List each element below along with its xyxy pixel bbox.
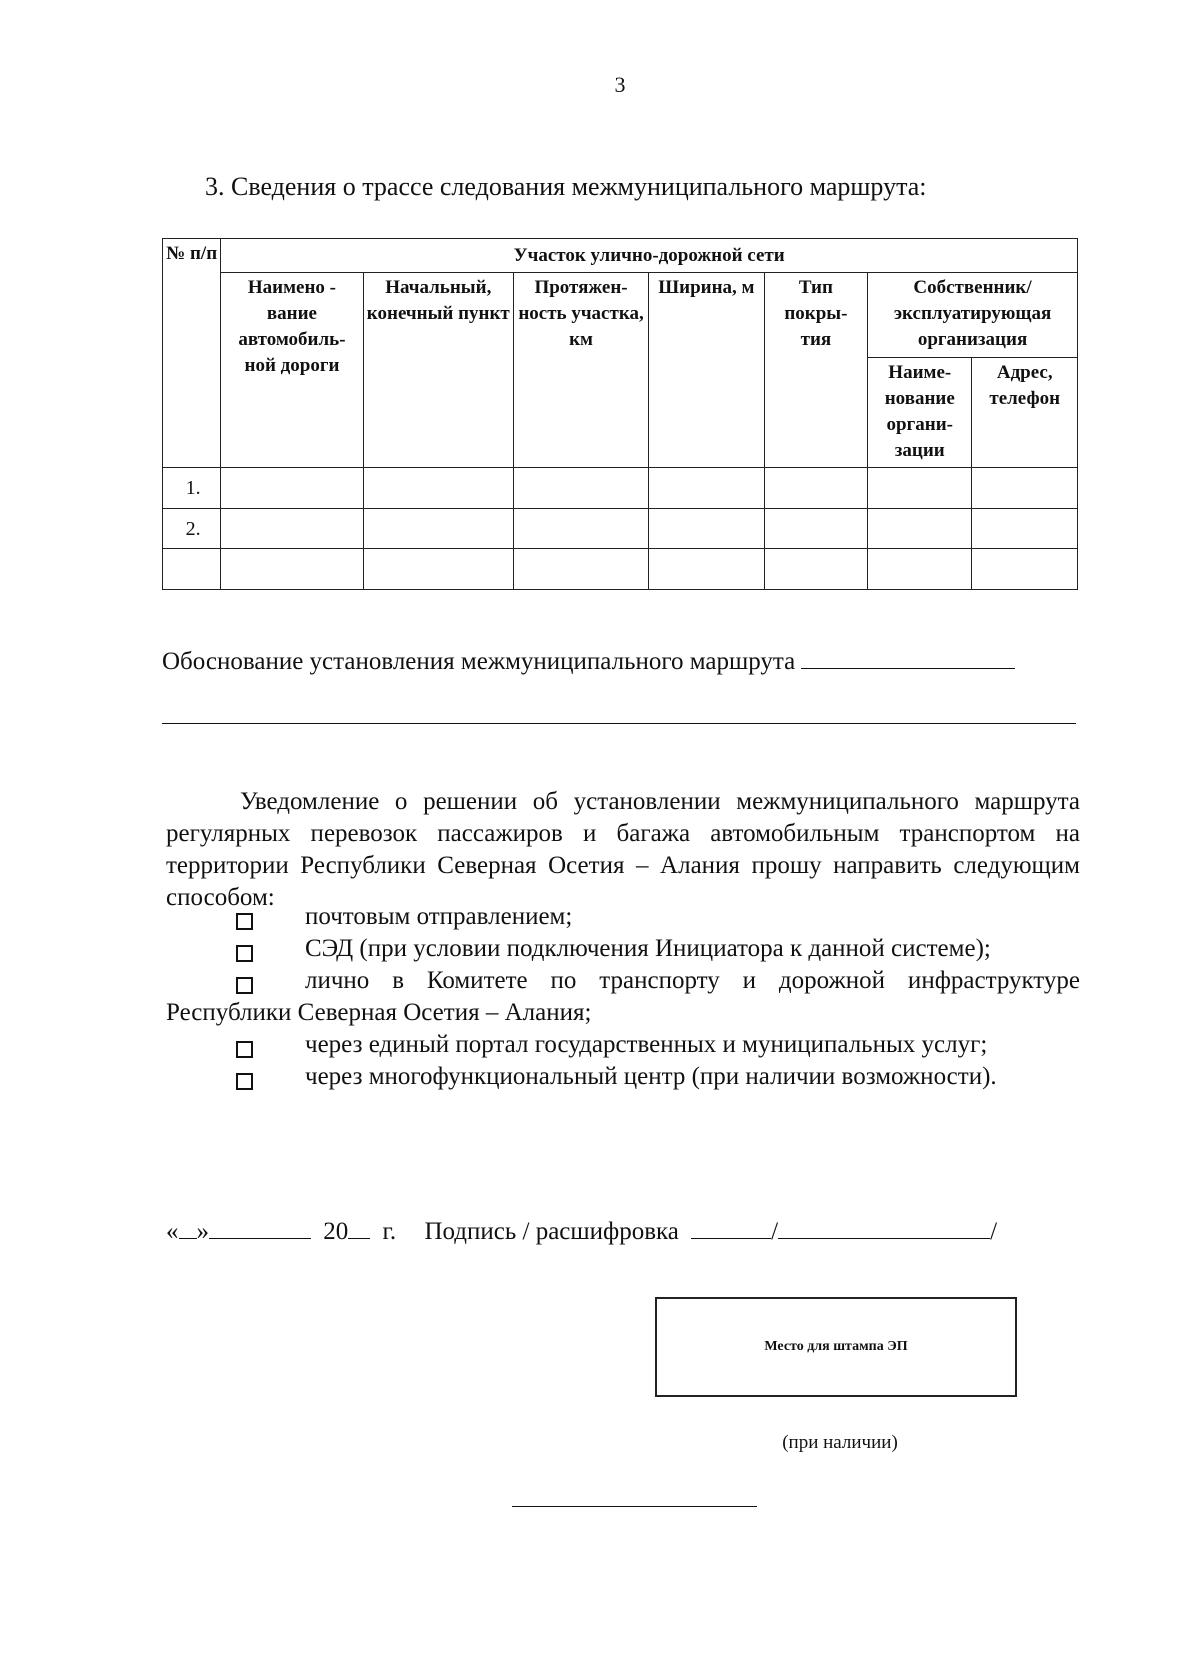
col-width-header: Ширина, м [649,273,765,468]
checkbox-portal[interactable] [236,1041,253,1058]
col-surface-header: Тип покры- тия [764,273,867,468]
row-number: 1. [163,468,221,509]
day-blank[interactable] [179,1237,197,1239]
justification-blank[interactable] [801,667,1015,669]
option-sed-label: СЭД (при условии подключения Инициатора к данной системе); [305,935,991,962]
signature-blank[interactable] [691,1237,771,1239]
table-row [163,468,1078,509]
col-org-name-header: Наиме- нование органи- зации [868,357,972,468]
checkbox-sed[interactable] [236,945,253,962]
notice-text: Уведомление о решении об установлении межмуниципального маршрута регулярных перевозок пассажиров и багажа автомобильным транспортом на территории Республики Северная Осетия – Алания прошу направить следующим способом: [166,788,1080,911]
col-address-header: Адрес, телефон [972,357,1078,468]
checkbox-mail[interactable] [236,913,253,930]
justification-line [162,648,1015,676]
stamp-label: Место для штампа ЭП [764,1339,908,1354]
option-mail-label: почтовым отправлением; [305,903,573,930]
justification-label: Обоснование установления межмуниципального маршрута [162,648,796,675]
road-network-group-header: Участок улично-дорожной сети [221,239,1078,273]
row-number: 2. [163,508,221,549]
slash-2: / [990,1218,998,1245]
option-portal-label: через единый портал государственных и муниципальных услуг; [305,1031,988,1058]
col-length-header: Протяжен- ность участка, км [514,273,649,468]
notice-paragraph [166,786,1080,914]
quote-open: « [166,1218,179,1245]
route-table [162,238,1078,590]
option-mfc-label: через многофункциональный центр (при наличии возможности). [305,1063,997,1090]
col-road-name-header: Наимено - вание автомобиль- ной дороги [221,273,363,468]
col-owner-header: Собственник/ эксплуатирующая организация [868,273,1078,357]
year-suffix: г. [382,1218,397,1245]
col-points-header: Начальный, конечный пункт [363,273,513,468]
slash-1: / [771,1218,779,1245]
stamp-note: (при наличии) [782,1432,898,1453]
year-prefix: 20 [323,1218,349,1245]
section-title: 3. Сведения о трассе следования межмуниципального маршрута: [205,172,927,201]
quote-close: » [196,1218,209,1245]
justification-blank-line[interactable] [162,723,1076,724]
page-number: 3 [614,72,626,97]
option-in-person-cont: Республики Северная Осетия – Алания; [166,999,592,1026]
option-in-person-label: лично в Комитете по транспорту и дорожной инфраструктуре [305,967,1080,994]
transcript-blank[interactable] [778,1237,990,1239]
checkbox-in-person[interactable] [236,977,253,994]
checkbox-mfc[interactable] [236,1073,253,1090]
table-row [163,549,1078,590]
row-number [163,549,221,590]
month-blank[interactable] [209,1237,311,1239]
bottom-divider [512,1506,757,1507]
table-row [163,508,1078,549]
signature-label: Подпись / расшифровка [424,1218,679,1245]
stamp-box [655,1297,1017,1397]
signature-line [166,1218,997,1246]
year-blank[interactable] [348,1237,370,1239]
col-number-header: № п/п [163,239,221,468]
